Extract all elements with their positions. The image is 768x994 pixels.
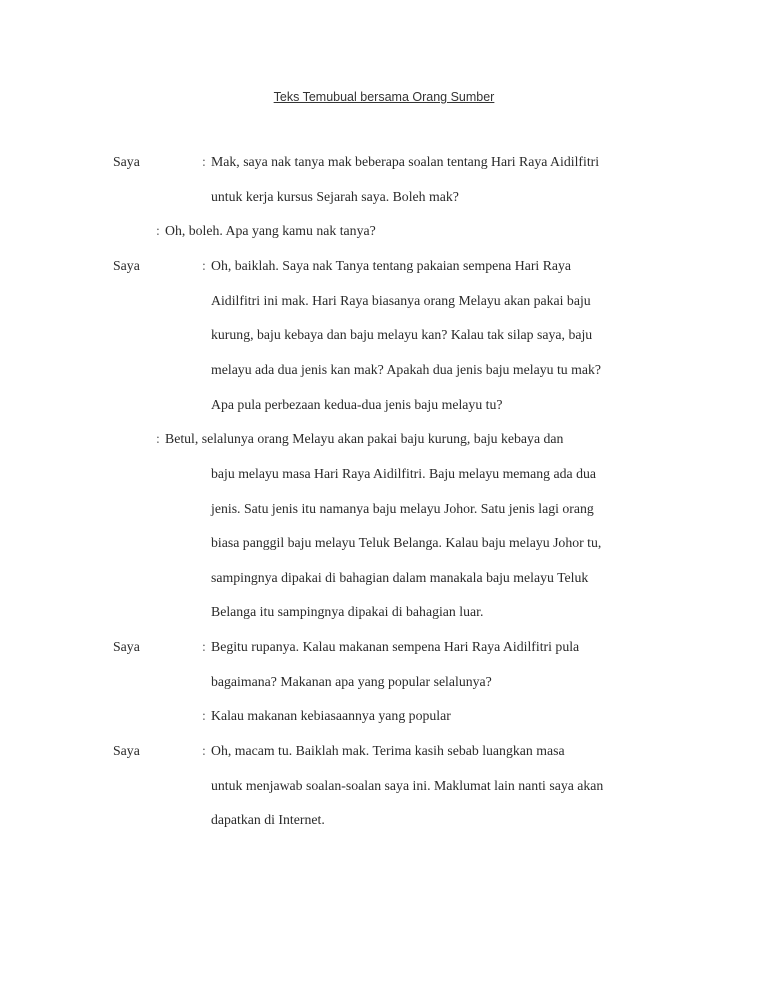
line-text: Oh, boleh. Apa yang kamu nak tanya? [165,223,376,239]
transcript-line [0,639,768,659]
speaker-colon: : [202,743,206,759]
speaker-label: Saya [113,639,140,655]
speaker-colon: : [156,223,160,239]
transcript-line [0,154,768,174]
transcript-line [0,535,768,555]
line-text: Mak, saya nak tanya mak beberapa soalan tentang Hari Raya Aidilfitri [211,154,600,169]
transcript-line [0,743,768,763]
line-text: Belanga itu sampingnya dipakai di bahagian luar. [211,604,484,620]
speaker-label: Saya [113,743,140,759]
transcript-line [0,708,768,728]
line-text: Aidilfitri ini mak. Hari Raya biasanya orang Melayu akan pakai baju [211,292,591,308]
transcript-line [0,327,768,347]
speaker-colon: : [202,639,206,655]
speaker-colon: : [156,431,160,447]
speaker-label: Saya [113,257,140,273]
line-text: biasa panggil baju melayu Teluk Belanga. Kalau baju melayu Johor tu, [211,535,602,551]
transcript-line [0,501,768,521]
speaker-colon: : [202,257,206,273]
line-text: baju melayu masa Hari Raya Aidilfitri. Baju melayu memang ada dua [211,465,597,481]
transcript-line [0,258,768,278]
line-text: Oh, macam tu. Baiklah mak. Terima kasih sebab luangkan masa [211,743,565,759]
transcript-line [0,397,768,417]
line-text: Oh, baiklah. Saya nak Tanya tentang pakaian sempena Hari Raya [211,257,572,273]
speaker-colon: : [202,708,206,724]
line-text: Apa pula perbezaan kedua-dua jenis baju melayu tu? [211,396,503,412]
transcript-line [0,293,768,313]
transcript-line [0,431,768,451]
transcript-line [0,362,768,382]
line-text: bagaimana? Makanan apa yang popular selalunya? [211,673,492,689]
transcript-line [0,604,768,624]
line-text: melayu ada dua jenis kan mak? Apakah dua jenis baju melayu tu mak? [211,361,602,377]
transcript-line [0,778,768,798]
line-text: dapatkan di Internet. [211,812,325,828]
speaker-colon: : [202,154,206,169]
transcript-line [0,570,768,590]
line-text: Kalau makanan kebiasaannya yang popular [211,708,451,724]
transcript-line [0,466,768,486]
line-text: sampingnya dipakai di bahagian dalam manakala baju melayu Teluk [211,569,589,585]
line-text: Begitu rupanya. Kalau makanan sempena Hari Raya Aidilfitri pula [211,639,580,655]
line-text: untuk menjawab soalan-soalan saya ini. Maklumat lain nanti saya akan [211,777,604,793]
line-text: kurung, baju kebaya dan baju melayu kan? Kalau tak silap saya, baju [211,327,593,343]
transcript-line [0,674,768,694]
transcript-line [0,812,768,832]
document-title: Teks Temubual bersama Orang Sumber [273,90,495,104]
line-text: Betul, selalunya orang Melayu akan pakai baju kurung, baju kebaya dan [165,431,564,447]
transcript-line [0,189,768,209]
transcript-line [0,223,768,243]
line-text: jenis. Satu jenis itu namanya baju melayu Johor. Satu jenis lagi orang [211,500,594,516]
line-text: untuk kerja kursus Sejarah saya. Boleh mak? [211,188,459,204]
speaker-label: Saya [113,154,140,169]
